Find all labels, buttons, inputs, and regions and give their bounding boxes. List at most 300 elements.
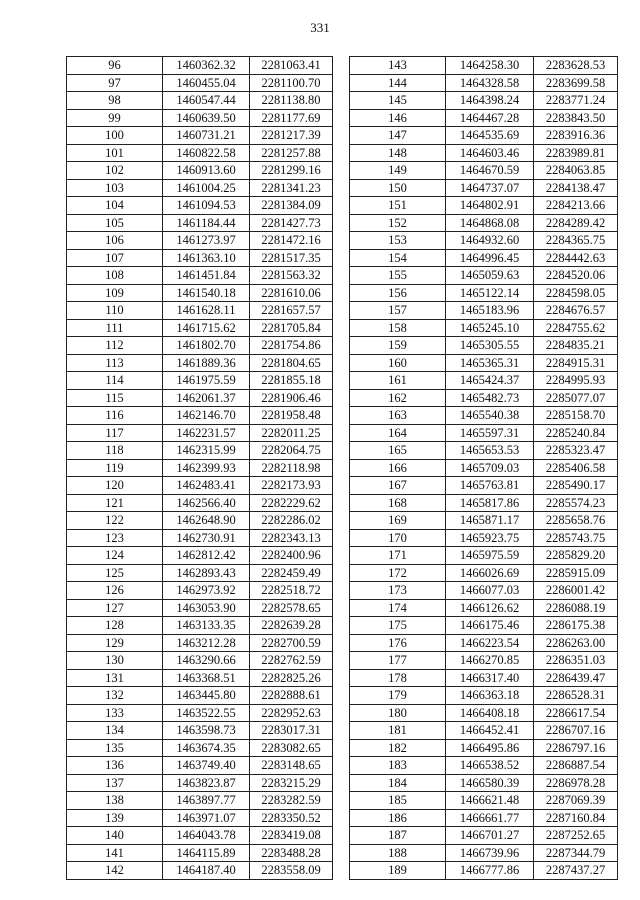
- point-number-cell: 99: [67, 109, 163, 127]
- table-row: [67, 74, 333, 92]
- x-coordinate-cell: 1465245.10: [446, 319, 534, 337]
- page-number: 331: [310, 20, 330, 35]
- y-coordinate-cell: 2281517.35: [250, 249, 333, 267]
- point-number-cell: 144: [350, 74, 446, 92]
- y-coordinate-cell: 2286351.03: [534, 652, 618, 670]
- table-row: [67, 739, 333, 757]
- y-coordinate-cell: 2283488.28: [250, 844, 333, 862]
- y-coordinate-cell: 2287437.27: [534, 862, 618, 880]
- table-row: [350, 267, 618, 285]
- y-coordinate-cell: 2285158.70: [534, 407, 618, 425]
- table-row: [350, 232, 618, 250]
- y-coordinate-cell: 2287344.79: [534, 844, 618, 862]
- y-coordinate-cell: 2285490.17: [534, 477, 618, 495]
- x-coordinate-cell: 1463749.40: [163, 757, 250, 775]
- table-row: [350, 407, 618, 425]
- x-coordinate-cell: 1462812.42: [163, 547, 250, 565]
- point-number-cell: 112: [67, 337, 163, 355]
- table-row: [350, 92, 618, 110]
- y-coordinate-cell: 2283699.58: [534, 74, 618, 92]
- coordinates-table-left: [66, 56, 333, 880]
- table-row: [350, 582, 618, 600]
- x-coordinate-cell: 1462061.37: [163, 389, 250, 407]
- table-row: [350, 844, 618, 862]
- x-coordinate-cell: 1464115.89: [163, 844, 250, 862]
- y-coordinate-cell: 2281472.16: [250, 232, 333, 250]
- point-number-cell: 148: [350, 144, 446, 162]
- table-row: [67, 197, 333, 215]
- y-coordinate-cell: 2284995.93: [534, 372, 618, 390]
- x-coordinate-cell: 1466175.46: [446, 617, 534, 635]
- point-number-cell: 110: [67, 302, 163, 320]
- x-coordinate-cell: 1466621.48: [446, 792, 534, 810]
- x-coordinate-cell: 1466077.03: [446, 582, 534, 600]
- point-number-cell: 122: [67, 512, 163, 530]
- x-coordinate-cell: 1461273.97: [163, 232, 250, 250]
- y-coordinate-cell: 2283148.65: [250, 757, 333, 775]
- point-number-cell: 188: [350, 844, 446, 862]
- point-number-cell: 185: [350, 792, 446, 810]
- y-coordinate-cell: 2283989.81: [534, 144, 618, 162]
- x-coordinate-cell: 1463445.80: [163, 687, 250, 705]
- table-row: [67, 407, 333, 425]
- x-coordinate-cell: 1466661.77: [446, 809, 534, 827]
- x-coordinate-cell: 1466408.18: [446, 704, 534, 722]
- y-coordinate-cell: 2284138.47: [534, 179, 618, 197]
- y-coordinate-cell: 2284520.06: [534, 267, 618, 285]
- point-number-cell: 138: [67, 792, 163, 810]
- point-number-cell: 142: [67, 862, 163, 880]
- x-coordinate-cell: 1463971.07: [163, 809, 250, 827]
- point-number-cell: 136: [67, 757, 163, 775]
- table-row: [67, 827, 333, 845]
- table-row: [67, 477, 333, 495]
- table-row: [350, 424, 618, 442]
- point-number-cell: 178: [350, 669, 446, 687]
- x-coordinate-cell: 1462146.70: [163, 407, 250, 425]
- point-number-cell: 114: [67, 372, 163, 390]
- x-coordinate-cell: 1461715.62: [163, 319, 250, 337]
- y-coordinate-cell: 2284755.62: [534, 319, 618, 337]
- y-coordinate-cell: 2281063.41: [250, 57, 333, 75]
- y-coordinate-cell: 2284063.85: [534, 162, 618, 180]
- point-number-cell: 106: [67, 232, 163, 250]
- y-coordinate-cell: 2281958.48: [250, 407, 333, 425]
- point-number-cell: 147: [350, 127, 446, 145]
- y-coordinate-cell: 2286439.47: [534, 669, 618, 687]
- point-number-cell: 139: [67, 809, 163, 827]
- y-coordinate-cell: 2285406.58: [534, 459, 618, 477]
- y-coordinate-cell: 2281100.70: [250, 74, 333, 92]
- y-coordinate-cell: 2283017.31: [250, 722, 333, 740]
- y-coordinate-cell: 2284915.31: [534, 354, 618, 372]
- table-row: [350, 127, 618, 145]
- table-row: [350, 319, 618, 337]
- point-number-cell: 128: [67, 617, 163, 635]
- point-number-cell: 159: [350, 337, 446, 355]
- x-coordinate-cell: 1461628.11: [163, 302, 250, 320]
- y-coordinate-cell: 2286088.19: [534, 599, 618, 617]
- table-row: [67, 582, 333, 600]
- table-row: [350, 302, 618, 320]
- y-coordinate-cell: 2282118.98: [250, 459, 333, 477]
- table-row: [67, 669, 333, 687]
- table-row: [67, 512, 333, 530]
- table-row: [350, 862, 618, 880]
- x-coordinate-cell: 1466026.69: [446, 564, 534, 582]
- y-coordinate-cell: 2286978.28: [534, 774, 618, 792]
- y-coordinate-cell: 2282518.72: [250, 582, 333, 600]
- table-row: [67, 652, 333, 670]
- point-number-cell: 119: [67, 459, 163, 477]
- x-coordinate-cell: 1464187.40: [163, 862, 250, 880]
- x-coordinate-cell: 1466452.41: [446, 722, 534, 740]
- x-coordinate-cell: 1465923.75: [446, 529, 534, 547]
- table-row: [350, 214, 618, 232]
- table-row: [350, 477, 618, 495]
- x-coordinate-cell: 1466126.62: [446, 599, 534, 617]
- point-number-cell: 164: [350, 424, 446, 442]
- x-coordinate-cell: 1466495.86: [446, 739, 534, 757]
- point-number-cell: 172: [350, 564, 446, 582]
- x-coordinate-cell: 1466363.18: [446, 687, 534, 705]
- y-coordinate-cell: 2283215.29: [250, 774, 333, 792]
- point-number-cell: 97: [67, 74, 163, 92]
- x-coordinate-cell: 1464802.91: [446, 197, 534, 215]
- y-coordinate-cell: 2284289.42: [534, 214, 618, 232]
- table-row: [350, 529, 618, 547]
- table-row: [350, 389, 618, 407]
- table-row: [350, 197, 618, 215]
- point-number-cell: 134: [67, 722, 163, 740]
- table-row: [67, 232, 333, 250]
- point-number-cell: 143: [350, 57, 446, 75]
- table-row: [350, 512, 618, 530]
- point-number-cell: 166: [350, 459, 446, 477]
- x-coordinate-cell: 1460913.60: [163, 162, 250, 180]
- point-number-cell: 151: [350, 197, 446, 215]
- x-coordinate-cell: 1464932.60: [446, 232, 534, 250]
- x-coordinate-cell: 1460455.04: [163, 74, 250, 92]
- y-coordinate-cell: 2281138.80: [250, 92, 333, 110]
- point-number-cell: 167: [350, 477, 446, 495]
- point-number-cell: 165: [350, 442, 446, 460]
- x-coordinate-cell: 1463212.28: [163, 634, 250, 652]
- point-number-cell: 179: [350, 687, 446, 705]
- y-coordinate-cell: 2282064.75: [250, 442, 333, 460]
- x-coordinate-cell: 1461802.70: [163, 337, 250, 355]
- x-coordinate-cell: 1465482.73: [446, 389, 534, 407]
- x-coordinate-cell: 1462648.90: [163, 512, 250, 530]
- point-number-cell: 176: [350, 634, 446, 652]
- x-coordinate-cell: 1466739.96: [446, 844, 534, 862]
- x-coordinate-cell: 1461363.10: [163, 249, 250, 267]
- y-coordinate-cell: 2284835.21: [534, 337, 618, 355]
- point-number-cell: 140: [67, 827, 163, 845]
- table-row: [350, 57, 618, 75]
- x-coordinate-cell: 1464603.46: [446, 144, 534, 162]
- table-row: [350, 809, 618, 827]
- y-coordinate-cell: 2281855.18: [250, 372, 333, 390]
- y-coordinate-cell: 2285829.20: [534, 547, 618, 565]
- point-number-cell: 183: [350, 757, 446, 775]
- y-coordinate-cell: 2281217.39: [250, 127, 333, 145]
- y-coordinate-cell: 2284598.05: [534, 284, 618, 302]
- x-coordinate-cell: 1465183.96: [446, 302, 534, 320]
- x-coordinate-cell: 1462730.91: [163, 529, 250, 547]
- point-number-cell: 117: [67, 424, 163, 442]
- table-row: [67, 372, 333, 390]
- y-coordinate-cell: 2282888.61: [250, 687, 333, 705]
- y-coordinate-cell: 2286263.00: [534, 634, 618, 652]
- y-coordinate-cell: 2283843.50: [534, 109, 618, 127]
- table-row: [350, 442, 618, 460]
- y-coordinate-cell: 2281257.88: [250, 144, 333, 162]
- point-number-cell: 103: [67, 179, 163, 197]
- table-row: [67, 214, 333, 232]
- point-number-cell: 121: [67, 494, 163, 512]
- point-number-cell: 101: [67, 144, 163, 162]
- x-coordinate-cell: 1463598.73: [163, 722, 250, 740]
- x-coordinate-cell: 1466777.86: [446, 862, 534, 880]
- y-coordinate-cell: 2282825.26: [250, 669, 333, 687]
- table-row: [350, 792, 618, 810]
- y-coordinate-cell: 2281804.65: [250, 354, 333, 372]
- table-row: [67, 687, 333, 705]
- table-row: [67, 284, 333, 302]
- y-coordinate-cell: 2282639.28: [250, 617, 333, 635]
- point-number-cell: 155: [350, 267, 446, 285]
- x-coordinate-cell: 1460547.44: [163, 92, 250, 110]
- table-row: [350, 354, 618, 372]
- x-coordinate-cell: 1462973.92: [163, 582, 250, 600]
- table-row: [350, 162, 618, 180]
- y-coordinate-cell: 2281299.16: [250, 162, 333, 180]
- y-coordinate-cell: 2282700.59: [250, 634, 333, 652]
- x-coordinate-cell: 1464328.58: [446, 74, 534, 92]
- y-coordinate-cell: 2281657.57: [250, 302, 333, 320]
- x-coordinate-cell: 1464670.59: [446, 162, 534, 180]
- point-number-cell: 130: [67, 652, 163, 670]
- x-coordinate-cell: 1460362.32: [163, 57, 250, 75]
- x-coordinate-cell: 1463368.51: [163, 669, 250, 687]
- table-row: [67, 57, 333, 75]
- y-coordinate-cell: 2285574.23: [534, 494, 618, 512]
- x-coordinate-cell: 1463522.55: [163, 704, 250, 722]
- table-row: [67, 599, 333, 617]
- table-row: [350, 372, 618, 390]
- x-coordinate-cell: 1460731.21: [163, 127, 250, 145]
- table-row: [67, 302, 333, 320]
- y-coordinate-cell: 2283419.08: [250, 827, 333, 845]
- x-coordinate-cell: 1466317.40: [446, 669, 534, 687]
- x-coordinate-cell: 1463823.87: [163, 774, 250, 792]
- point-number-cell: 150: [350, 179, 446, 197]
- y-coordinate-cell: 2282173.93: [250, 477, 333, 495]
- point-number-cell: 126: [67, 582, 163, 600]
- y-coordinate-cell: 2285658.76: [534, 512, 618, 530]
- table-row: [67, 722, 333, 740]
- table-row: [67, 92, 333, 110]
- x-coordinate-cell: 1465424.37: [446, 372, 534, 390]
- x-coordinate-cell: 1465540.38: [446, 407, 534, 425]
- point-number-cell: 187: [350, 827, 446, 845]
- x-coordinate-cell: 1465122.14: [446, 284, 534, 302]
- x-coordinate-cell: 1462315.99: [163, 442, 250, 460]
- table-row: [67, 249, 333, 267]
- y-coordinate-cell: 2282011.25: [250, 424, 333, 442]
- x-coordinate-cell: 1464996.45: [446, 249, 534, 267]
- y-coordinate-cell: 2287160.84: [534, 809, 618, 827]
- y-coordinate-cell: 2283628.53: [534, 57, 618, 75]
- y-coordinate-cell: 2285240.84: [534, 424, 618, 442]
- y-coordinate-cell: 2287069.39: [534, 792, 618, 810]
- x-coordinate-cell: 1460822.58: [163, 144, 250, 162]
- point-number-cell: 107: [67, 249, 163, 267]
- y-coordinate-cell: 2285743.75: [534, 529, 618, 547]
- x-coordinate-cell: 1466580.39: [446, 774, 534, 792]
- y-coordinate-cell: 2284213.66: [534, 197, 618, 215]
- point-number-cell: 105: [67, 214, 163, 232]
- x-coordinate-cell: 1461889.36: [163, 354, 250, 372]
- point-number-cell: 129: [67, 634, 163, 652]
- y-coordinate-cell: 2286617.54: [534, 704, 618, 722]
- point-number-cell: 102: [67, 162, 163, 180]
- point-number-cell: 168: [350, 494, 446, 512]
- x-coordinate-cell: 1461094.53: [163, 197, 250, 215]
- y-coordinate-cell: 2281705.84: [250, 319, 333, 337]
- table-row: [67, 442, 333, 460]
- x-coordinate-cell: 1466270.85: [446, 652, 534, 670]
- y-coordinate-cell: 2285077.07: [534, 389, 618, 407]
- table-row: [67, 144, 333, 162]
- point-number-cell: 162: [350, 389, 446, 407]
- x-coordinate-cell: 1465653.53: [446, 442, 534, 460]
- y-coordinate-cell: 2281384.09: [250, 197, 333, 215]
- table-row: [350, 599, 618, 617]
- y-coordinate-cell: 2283771.24: [534, 92, 618, 110]
- table-row: [350, 652, 618, 670]
- y-coordinate-cell: 2287252.65: [534, 827, 618, 845]
- table-row: [350, 547, 618, 565]
- y-coordinate-cell: 2286797.16: [534, 739, 618, 757]
- y-coordinate-cell: 2281754.86: [250, 337, 333, 355]
- point-number-cell: 175: [350, 617, 446, 635]
- table-row: [67, 809, 333, 827]
- table-row: [350, 704, 618, 722]
- point-number-cell: 171: [350, 547, 446, 565]
- table-row: [67, 424, 333, 442]
- y-coordinate-cell: 2282578.65: [250, 599, 333, 617]
- y-coordinate-cell: 2282400.96: [250, 547, 333, 565]
- x-coordinate-cell: 1462399.93: [163, 459, 250, 477]
- table-row: [67, 774, 333, 792]
- y-coordinate-cell: 2281341.23: [250, 179, 333, 197]
- point-number-cell: 115: [67, 389, 163, 407]
- point-number-cell: 169: [350, 512, 446, 530]
- table-row: [67, 127, 333, 145]
- point-number-cell: 160: [350, 354, 446, 372]
- point-number-cell: 189: [350, 862, 446, 880]
- point-number-cell: 113: [67, 354, 163, 372]
- point-number-cell: 137: [67, 774, 163, 792]
- x-coordinate-cell: 1465597.31: [446, 424, 534, 442]
- y-coordinate-cell: 2282762.59: [250, 652, 333, 670]
- x-coordinate-cell: 1463053.90: [163, 599, 250, 617]
- point-number-cell: 145: [350, 92, 446, 110]
- point-number-cell: 109: [67, 284, 163, 302]
- x-coordinate-cell: 1466538.52: [446, 757, 534, 775]
- y-coordinate-cell: 2286887.54: [534, 757, 618, 775]
- table-row: [350, 634, 618, 652]
- table-row: [350, 739, 618, 757]
- x-coordinate-cell: 1462893.43: [163, 564, 250, 582]
- table-row: [67, 844, 333, 862]
- y-coordinate-cell: 2286175.38: [534, 617, 618, 635]
- coordinates-table-left-body: [67, 57, 333, 880]
- x-coordinate-cell: 1466223.54: [446, 634, 534, 652]
- x-coordinate-cell: 1465305.55: [446, 337, 534, 355]
- y-coordinate-cell: 2284365.75: [534, 232, 618, 250]
- x-coordinate-cell: 1460639.50: [163, 109, 250, 127]
- point-number-cell: 177: [350, 652, 446, 670]
- y-coordinate-cell: 2285323.47: [534, 442, 618, 460]
- x-coordinate-cell: 1461975.59: [163, 372, 250, 390]
- x-coordinate-cell: 1463674.35: [163, 739, 250, 757]
- point-number-cell: 163: [350, 407, 446, 425]
- y-coordinate-cell: 2281610.06: [250, 284, 333, 302]
- y-coordinate-cell: 2286707.16: [534, 722, 618, 740]
- point-number-cell: 124: [67, 547, 163, 565]
- point-number-cell: 181: [350, 722, 446, 740]
- y-coordinate-cell: 2282229.62: [250, 494, 333, 512]
- x-coordinate-cell: 1465059.63: [446, 267, 534, 285]
- table-row: [350, 774, 618, 792]
- table-row: [350, 109, 618, 127]
- table-row: [67, 792, 333, 810]
- table-row: [67, 389, 333, 407]
- table-row: [67, 862, 333, 880]
- point-number-cell: 154: [350, 249, 446, 267]
- x-coordinate-cell: 1464398.24: [446, 92, 534, 110]
- table-row: [67, 179, 333, 197]
- table-row: [67, 634, 333, 652]
- x-coordinate-cell: 1465709.03: [446, 459, 534, 477]
- point-number-cell: 174: [350, 599, 446, 617]
- y-coordinate-cell: 2284442.63: [534, 249, 618, 267]
- y-coordinate-cell: 2281427.73: [250, 214, 333, 232]
- point-number-cell: 125: [67, 564, 163, 582]
- y-coordinate-cell: 2283916.36: [534, 127, 618, 145]
- point-number-cell: 108: [67, 267, 163, 285]
- y-coordinate-cell: 2281177.69: [250, 109, 333, 127]
- table-row: [350, 564, 618, 582]
- point-number-cell: 135: [67, 739, 163, 757]
- point-number-cell: 127: [67, 599, 163, 617]
- point-number-cell: 182: [350, 739, 446, 757]
- y-coordinate-cell: 2285915.09: [534, 564, 618, 582]
- x-coordinate-cell: 1463133.35: [163, 617, 250, 635]
- point-number-cell: 161: [350, 372, 446, 390]
- table-row: [67, 757, 333, 775]
- x-coordinate-cell: 1466701.27: [446, 827, 534, 845]
- point-number-cell: 141: [67, 844, 163, 862]
- x-coordinate-cell: 1465365.31: [446, 354, 534, 372]
- x-coordinate-cell: 1464043.78: [163, 827, 250, 845]
- table-row: [350, 757, 618, 775]
- point-number-cell: 100: [67, 127, 163, 145]
- table-row: [67, 319, 333, 337]
